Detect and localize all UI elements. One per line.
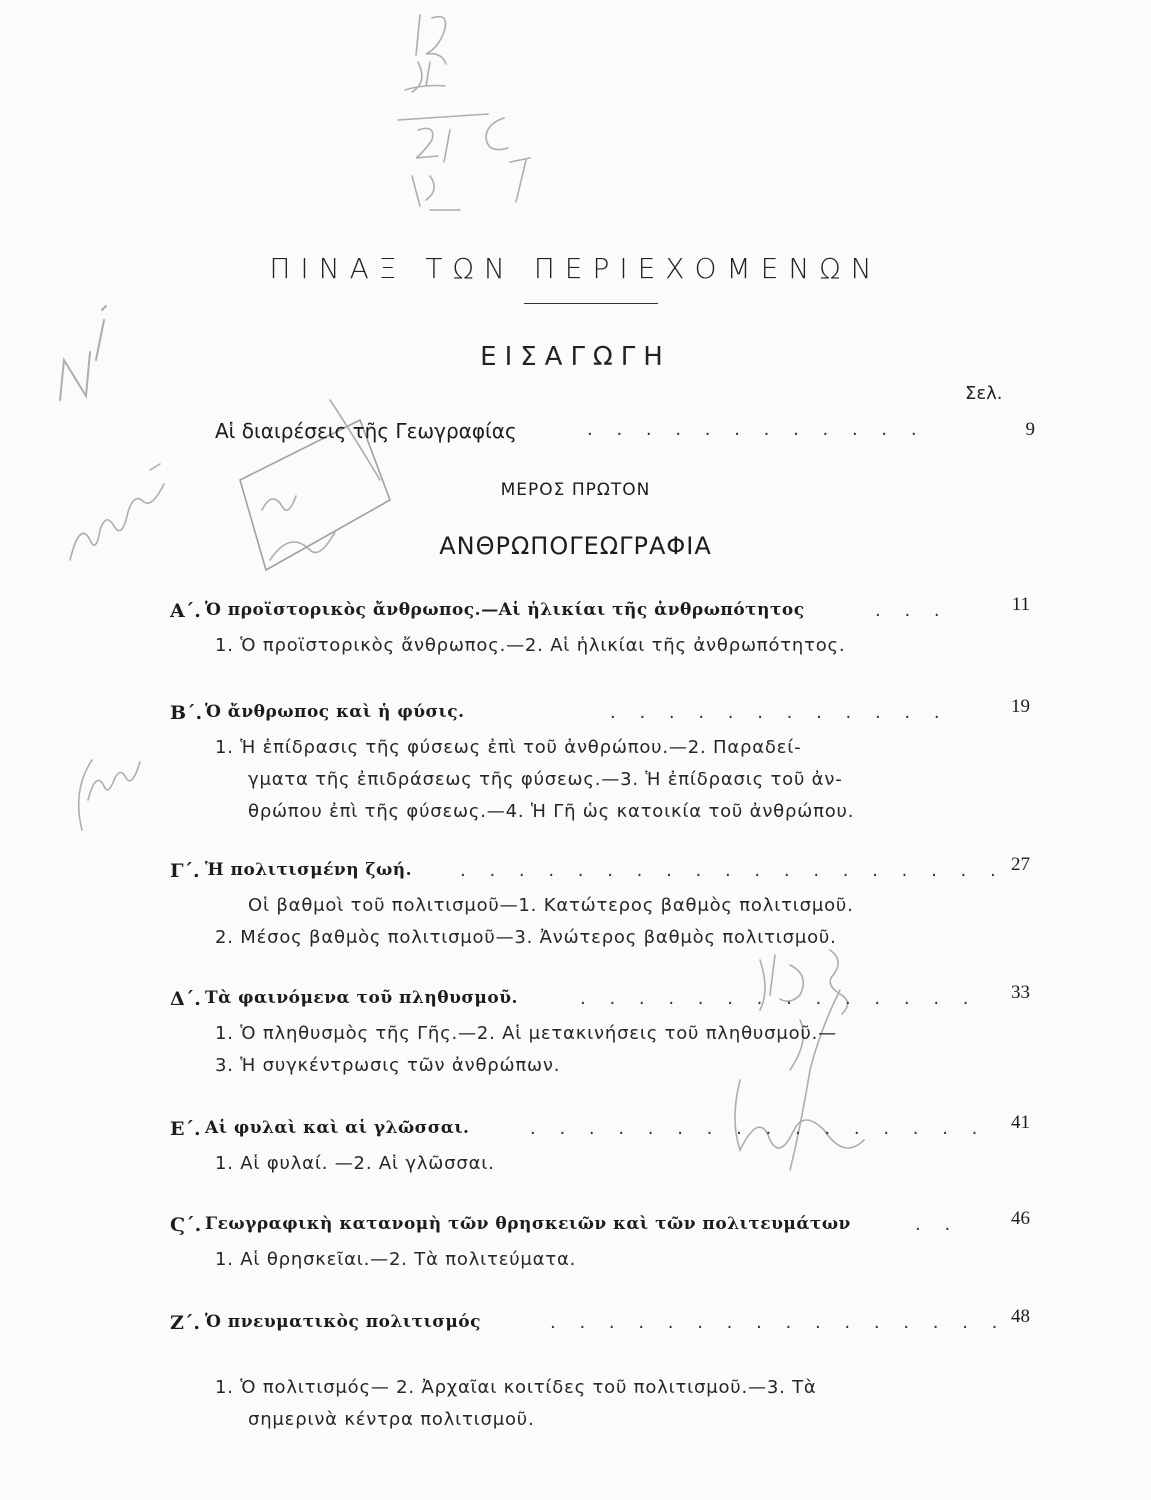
chapter-subtopics: Οἱ βαθμοὶ τοῦ πολιτισμοῦ—1. Κατώτερος βαθμὸς πολιτισμοῦ. <box>248 895 854 916</box>
chapter-subtopics: 1. Αἱ φυλαί. —2. Αἱ γλῶσσαι. <box>215 1153 495 1174</box>
chapter-b <box>170 696 1030 828</box>
chapter-title: Ἡ πολιτισμένη ζωή. <box>205 860 413 880</box>
chapter-letter: Ϛ΄. <box>170 1214 202 1236</box>
chapter-subtopics: 1. Ὁ πολιτισμός— 2. Ἀρχαῖαι κοιτίδες τοῦ πολιτισμοῦ.—3. Τὰ <box>215 1377 817 1398</box>
chapter-page: 11 <box>1011 594 1030 615</box>
chapter-subtopics: 1. Ἡ ἐπίδρασις τῆς φύσεως ἐπὶ τοῦ ἀνθρώπου.—2. Παραδεί- <box>215 737 802 758</box>
leader-dots: . . . . . . . . . . . . . . <box>580 988 978 1009</box>
introduction-entry <box>215 419 1035 443</box>
chapter-title: Ὁ ἄνθρωπος καὶ ἡ φύσις. <box>205 702 465 722</box>
chapter-subtopics: θρώπου ἐπὶ τῆς φύσεως.—4. Ἡ Γῆ ὡς κατοικία τοῦ ἀνθρώπου. <box>248 801 855 822</box>
chapter-z <box>170 1306 1030 1436</box>
chapter-page: 48 <box>1011 1306 1030 1327</box>
chapter-title: Ὁ προϊστορικὸς ἄνθρωπος.—Αἱ ἡλικίαι τῆς ἀνθρωπότητος <box>205 600 805 620</box>
chapter-page: 41 <box>1011 1112 1030 1133</box>
chapter-subtopics: 1. Ὁ πληθυσμὸς τῆς Γῆς.—2. Αἱ μετακινήσεις τοῦ πληθυσμοῦ.— <box>215 1023 837 1044</box>
chapter-st <box>170 1208 1030 1276</box>
leader-dots: . . . <box>875 600 949 621</box>
chapter-page: 19 <box>1011 696 1030 717</box>
chapter-d <box>170 982 1030 1082</box>
chapter-page: 27 <box>1011 854 1030 875</box>
chapter-letter: Α΄. <box>170 600 201 622</box>
section-title: ΑΝΘΡΩΠΟΓΕΩΓΡΑΦΙΑ <box>439 532 712 560</box>
leader-dots: . . . . . . . . . . . . . . . . <box>530 1118 987 1139</box>
chapter-letter: Γ΄. <box>170 860 200 882</box>
introduction-entry-page: 9 <box>1025 419 1035 440</box>
leader-dots: . . . . . . . . . . . . <box>610 702 949 723</box>
part-label: ΜΕΡΟΣ ΠΡΩΤΟΝ <box>500 480 651 500</box>
title-divider <box>524 303 658 304</box>
chapter-letter: Ε΄. <box>170 1118 201 1140</box>
chapter-letter: Ζ΄. <box>170 1312 200 1334</box>
leader-dots: . . . . . . . . . . . . <box>587 419 926 440</box>
chapter-page: 33 <box>1011 982 1030 1003</box>
chapter-subtopics: 1. Αἱ θρησκεῖαι.—2. Τὰ πολιτεύματα. <box>215 1249 577 1270</box>
page-column-label: Σελ. <box>965 383 1003 404</box>
chapter-page: 46 <box>1011 1208 1030 1229</box>
leader-dots: . . . . . . . . . . . . . . . . <box>550 1312 1007 1333</box>
introduction-heading: ΕΙΣΑΓΩΓΗ <box>480 342 671 372</box>
chapter-title: Τὰ φαινόμενα τοῦ πληθυσμοῦ. <box>205 988 518 1008</box>
chapter-subtopics: 3. Ἡ συγκέντρωσις τῶν ἀνθρώπων. <box>215 1055 561 1076</box>
chapter-title: Αἱ φυλαὶ καὶ αἱ γλῶσσαι. <box>205 1118 470 1138</box>
introduction-entry-title: Αἱ διαιρέσεις τῆς Γεωγραφίας <box>215 419 517 443</box>
chapter-subtopics: γματα τῆς ἐπιδράσεως τῆς φύσεως.—3. Ἡ ἐπίδρασις τοῦ ἀν- <box>248 769 843 790</box>
chapter-title: Ὁ πνευματικὸς πολιτισμός <box>205 1312 481 1332</box>
chapter-c <box>170 854 1030 954</box>
leader-dots: . . <box>915 1214 960 1235</box>
page-title: ΠΙΝΑΞ ΤΩΝ ΠΕΡΙΕΧΟΜΕΝΩΝ <box>269 252 882 285</box>
chapter-subtopics: 1. Ὁ προϊστορικὸς ἄνθρωπος.—2. Αἱ ἡλικίαι τῆς ἀνθρωπότητος. <box>215 635 846 656</box>
chapter-e <box>170 1112 1030 1180</box>
chapter-subtopics: σημερινὰ κέντρα πολιτισμοῦ. <box>248 1409 535 1430</box>
chapter-letter: Β΄. <box>170 702 203 724</box>
chapter-subtopics: 2. Μέσος βαθμὸς πολιτισμοῦ—3. Ἀνώτερος βαθμὸς πολιτισμοῦ. <box>215 927 837 948</box>
chapter-title: Γεωγραφικὴ κατανομὴ τῶν θρησκειῶν καὶ τῶν πολιτευμάτων <box>205 1214 851 1234</box>
chapter-letter: Δ΄. <box>170 988 201 1010</box>
leader-dots: . . . . . . . . . . . . . . . . . . . <box>460 860 1005 881</box>
chapter-a <box>170 594 1030 662</box>
